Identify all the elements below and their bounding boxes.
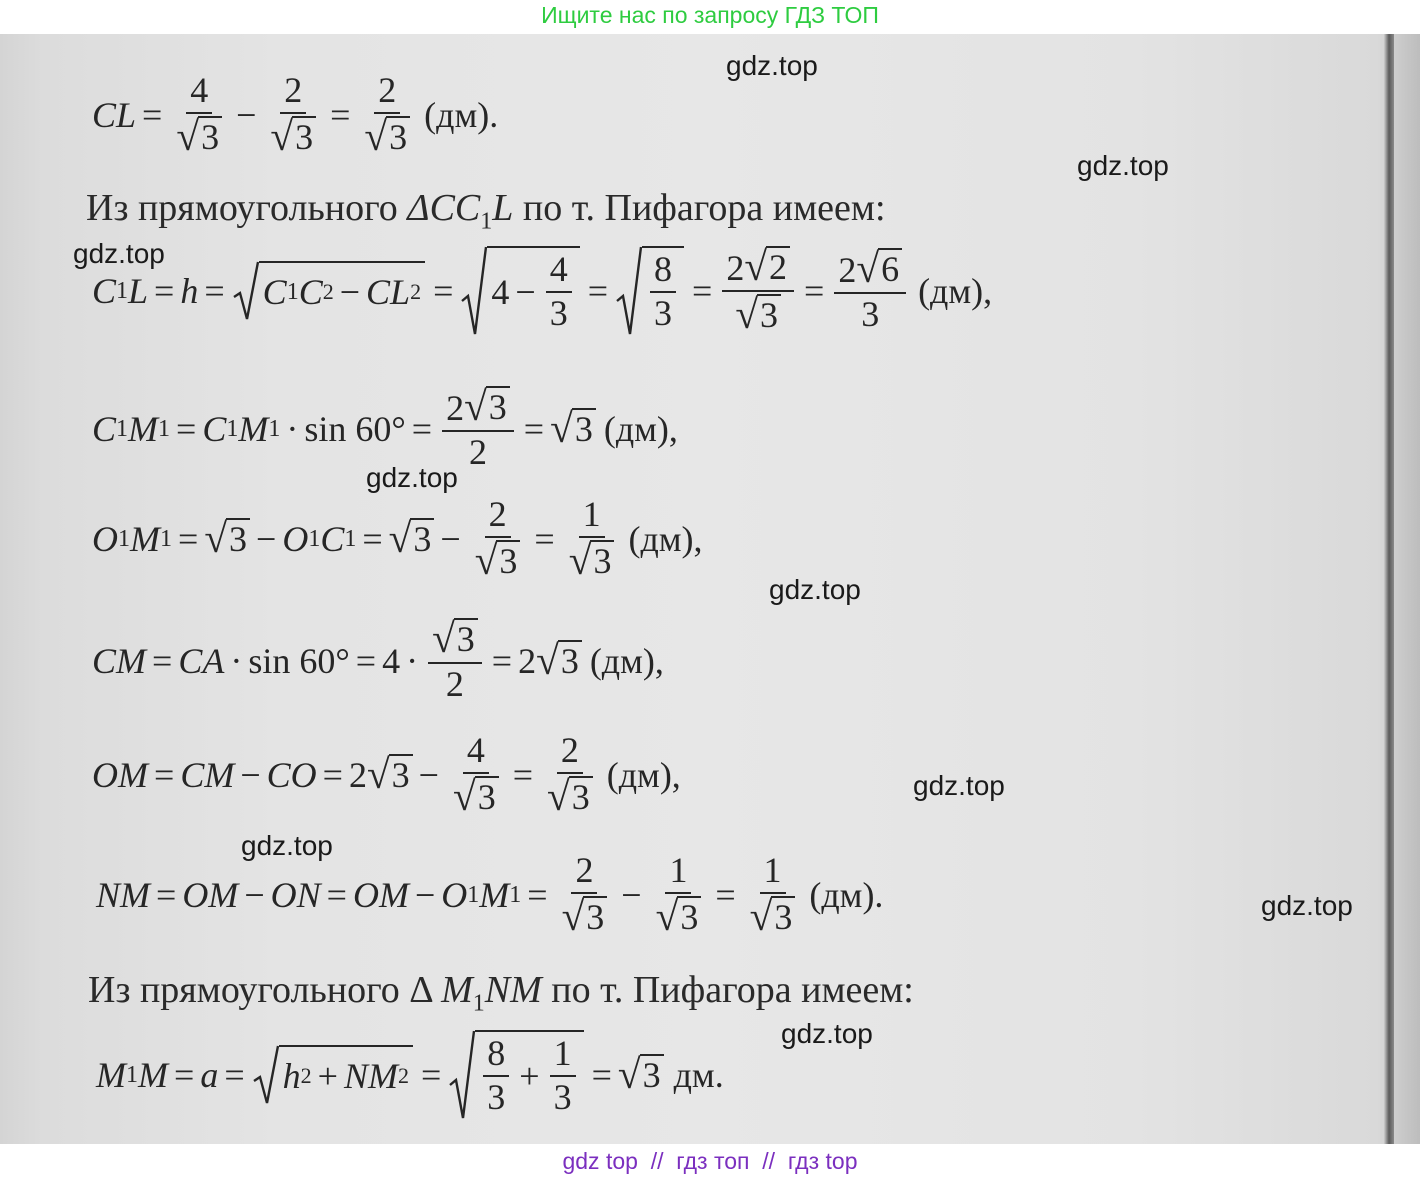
bottom-banner (0, 1146, 1420, 1180)
radical: C 1 C 2 − CL 2 (233, 261, 425, 321)
fraction: 2 √ 2 √ 3 (722, 246, 794, 336)
equation-o1m1: O 1 M 1 = √ 3 − O 1 C 1 = √ 3 − 2 √ 3 = 1 √ 3 (дм), (92, 494, 703, 583)
top-banner (0, 0, 1420, 34)
fraction: 4 √ 3 (172, 72, 226, 158)
unit: (дм), (603, 408, 678, 449)
fraction: 1 √ 3 (652, 852, 706, 938)
radical: 4 − $\frac{4}{3}$ (461, 246, 579, 336)
text-line-1: Из прямоугольного $\Delta CC_1L$ по т. Пифагора имеем: (86, 187, 886, 235)
equation-m1m: M 1 M = a = h 2 + NM 2 = $\frac{8}{3}$ + $\frac{1}{3}$ = √ 3 дм. (96, 1030, 724, 1120)
page-edge-shadow (1384, 34, 1394, 1144)
watermark: gdz.top (769, 574, 861, 605)
radical: $\frac{8}{3}$ + $\frac{1}{3}$ (449, 1030, 583, 1120)
watermark: gdz.top (781, 1018, 873, 1049)
equation-cm: CM = CA · sin 60° = 4 · √ 3 2 = 2 √ 3 (дм), (92, 615, 664, 704)
watermark: gdz.top (1261, 890, 1353, 921)
fraction: 2 √ 3 (558, 852, 612, 938)
unit: (дм), (589, 640, 664, 681)
watermark: gdz.top (366, 462, 458, 493)
unit: (дм), (606, 754, 681, 795)
radical: $\frac{8}{3}$ (616, 246, 684, 336)
unit: (дм), (628, 518, 703, 559)
watermark: gdz.top (241, 830, 333, 861)
fraction: 4 √ 3 (449, 732, 503, 818)
equation-nm: NM = OM − ON = OM − O 1 M 1 = 2 √ 3 − 1 √ 3 = 1 √ 3 (дм). (96, 850, 884, 939)
fraction: 2 √ 3 (471, 496, 525, 582)
bottom-banner-text: gdz top // гдз топ // гдз top (562, 1148, 858, 1174)
unit: (дм). (809, 874, 884, 915)
watermark: gdz.top (73, 238, 165, 269)
equation-om: OM = CM − CO = 2 √ 3 − 4 √ 3 = 2 √ 3 (дм), (92, 730, 681, 819)
equation-c1l: C 1 L = h = C 1 C 2 − CL 2 = 4 − $\frac{4}{3}$ = $\frac{8}{3}$ = 2 √ 2 √ 3 = 2 √ 6 3 (дм), (92, 243, 993, 338)
top-banner-text: Ищите нас по запросу ГДЗ ТОП (541, 2, 879, 28)
unit: (дм), (918, 271, 993, 311)
equation-c1m1: C 1 M 1 = C 1 M 1 · sin 60° = 2 √ 3 2 = √ 3 (дм), (92, 383, 678, 472)
watermark: gdz.top (1077, 150, 1169, 181)
fraction: 2 √ 3 (266, 72, 320, 158)
text-line-2: Из прямоугольного Δ $M_1NM$ по т. Пифагора имеем: (88, 969, 914, 1017)
fraction: 2 √ 6 3 (834, 248, 906, 334)
watermark: gdz.top (913, 770, 1005, 801)
watermark: gdz.top (726, 50, 818, 81)
fraction: 2 √ 3 (543, 732, 597, 818)
fraction: 2 √ 3 2 (442, 386, 514, 472)
cl-lhs: CL (92, 94, 137, 135)
unit: (дм). (424, 94, 499, 135)
equation-cl: CL = 4 √ 3 − 2 √ 3 = 2 √ 3 (дм). (92, 70, 499, 159)
fraction: 2 √ 3 (360, 72, 414, 158)
unit: дм. (673, 1055, 724, 1095)
radical: h 2 + NM 2 (253, 1045, 413, 1105)
fraction: 1 √ 3 (565, 496, 619, 582)
fraction: 1 √ 3 (746, 852, 800, 938)
fraction: √ 3 2 (428, 618, 482, 704)
